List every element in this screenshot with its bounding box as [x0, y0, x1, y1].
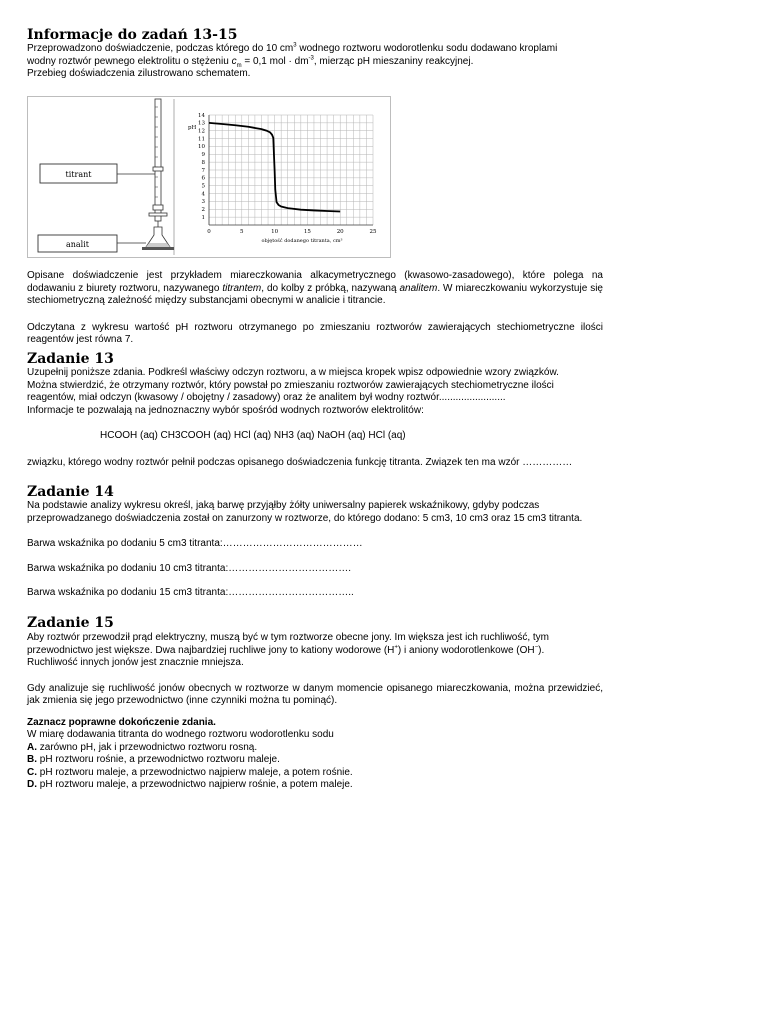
task-13-line-5: związku, którego wodny roztwór pełnił podczas opisanego doświadczenia funkcję titranta. Związek ten ma wzór ……………: [27, 456, 573, 468]
task-14-line-1: Na podstawie analizy wykresu określ, jaką barwę przyjąłby żółty uniwersalny papierek wskaźnikowy, gdyby podczas: [27, 500, 540, 511]
task-13-compounds: HCOOH (aq) CH3COOH (aq) HCl (aq) NH3 (aq) NaOH (aq) HCl (aq): [100, 430, 406, 441]
y-tick-label: 5: [201, 183, 205, 190]
task-15-line-1: Aby roztwór przewodził prąd elektryczny, muszą być w tym roztworze obecne jony. Im większa jest ich ruchliwość, tym: [27, 632, 550, 643]
task-13-heading: Zadanie 13: [27, 351, 114, 367]
task-15-line-3: Ruchliwość innych jonów jest znacznie mniejsza.: [27, 657, 244, 668]
task-15-option-d[interactable]: D. pH roztworu maleje, a przewodnictwo najpierw rośnie, a potem maleje.: [27, 779, 353, 790]
task-14-line-2: przeprowadzanego doświadczenia został on zanurzony w roztworze, do którego dodano: 5 cm3, 10 cm3 oraz 15 cm3 titranta.: [27, 512, 583, 524]
burette-icon: [155, 99, 161, 221]
analit-label: analit: [65, 240, 90, 249]
description-paragraph-1: Opisane doświadczenie jest przykładem miareczkowania alkacymetrycznego (kwasowo-zasadowego), które polega na dodawaniu z biurety roztworu, nazywanego titrantem, do kolby z próbką, nazywaną analitem. W miareczkowaniu wykorzystuje się stechiometryczną zależność między substancjami obecnymi w analicie i titrancie.: [27, 270, 603, 306]
x-tick-label: 20: [336, 229, 344, 235]
apparatus-drawing: [117, 99, 174, 255]
task-15-heading: Zadanie 15: [27, 615, 114, 631]
y-tick-label: 13: [198, 120, 205, 127]
y-tick-label: 9: [201, 152, 205, 159]
task-13-line-2: Można stwierdzić, że otrzymany roztwór, który powstał po zmieszaniu roztworów zawierających stechiometryczne ilości: [27, 379, 554, 391]
intro-heading: Informacje do zadań 13-15: [27, 27, 238, 43]
x-tick-label: 5: [240, 229, 244, 235]
chart-xlabel: objętość dodanego titranta, cm³: [261, 238, 343, 244]
chart-ylabel: pH: [188, 125, 197, 131]
task-13-line-3: reagentów, miał odczyn (kwasowy / obojętny / zasadowy) oraz że analitem był wodny roztwór........................: [27, 392, 506, 403]
task-15-line-2: przewodnictwo jest większe. Dwa najbardziej ruchliwe jony to kationy wodorowe (H+) i aniony wodorotlenkowe (OH−).: [27, 644, 545, 656]
y-tick-label: 7: [201, 167, 205, 174]
intro-paragraph-1: Przeprowadzono doświadczenie, podczas którego do 10 $cm^3$ wodnego roztworu wodorotlenku sodu dodawano kroplami wodny roztwór pewnego elektrolitu o stężeniu $c_m = 0,1$ mol · $dm^{-3}$, mierząc pH mieszaniny reakcyjnej.: [27, 42, 558, 69]
task-13-section: [27, 350, 603, 469]
task-14-answer-3: Barwa wskaźnika po dodaniu 15 cm3 titranta:………………………………..: [27, 587, 354, 598]
intro-paragraph-2: Przebieg doświadczenia zilustrowano schematem.: [27, 68, 251, 79]
y-tick-label: 12: [198, 128, 205, 135]
y-tick-label: 4: [201, 191, 205, 198]
task-14-answer-2: Barwa wskaźnika po dodaniu 10 cm3 titranta:……………………………….: [27, 562, 351, 574]
task-15-instruction: Zaznacz poprawne dokończenie zdania.: [27, 716, 216, 728]
x-tick-label: 10: [271, 229, 279, 235]
titration-figure: [27, 96, 391, 258]
description-paragraph-2: Odczytana z wykresu wartość pH roztworu otrzymanego po zmieszaniu roztworów zawierających stechiometryczne ilości reagentów jest równa 7.: [27, 321, 603, 345]
task-13-line-4: Informacje te pozwalają na jednoznaczny wybór spośród wodnych roztworów elektrolitów:: [27, 404, 424, 416]
intro-section: [27, 26, 603, 81]
y-tick-label: 14: [198, 112, 205, 119]
description-section: [27, 270, 603, 347]
figure-svg: [28, 97, 390, 257]
task-15-option-a[interactable]: A. zarówno pH, jak i przewodnictwo roztworu rosną.: [27, 741, 258, 753]
task-15-section: [27, 614, 603, 792]
y-tick-label: 8: [201, 159, 205, 166]
task-15-option-c[interactable]: C. pH roztworu maleje, a przewodnictwo najpierw maleje, a potem rośnie.: [27, 766, 353, 778]
titrant-label: titrant: [65, 170, 92, 179]
x-tick-label: 25: [369, 229, 377, 235]
y-tick-label: 1: [201, 214, 205, 221]
task-14-heading: Zadanie 14: [27, 484, 114, 500]
task-14-section: [27, 483, 603, 600]
task-15-stem: W miarę dodawania titranta do wodnego roztworu wodorotlenku sodu: [27, 729, 334, 740]
x-tick-label: 15: [303, 229, 311, 235]
task-15-paragraph-2: Gdy analizuje się ruchliwość jonów obecnych w roztworze w danym momencie opisanego miareczkowania, można przewidzieć, jak zmienia się jego przewodnictwo (inne czynniki można tu pominąć).: [27, 682, 603, 706]
task-14-answer-1: Barwa wskaźnika po dodaniu 5 cm3 titranta:……………………………………: [27, 538, 363, 549]
y-tick-label: 6: [201, 175, 205, 182]
task-15-option-b[interactable]: B. pH roztworu rośnie, a przewodnictwo roztworu maleje.: [27, 754, 280, 765]
y-tick-label: 3: [201, 199, 205, 206]
task-13-line-1: Uzupełnij poniższe zdania. Podkreśl właściwy odczyn roztworu, a w miejsca kropek wpisz odpowiednie wzory związków.: [27, 367, 559, 378]
y-tick-label: 2: [201, 207, 205, 214]
y-tick-label: 11: [198, 136, 205, 143]
y-tick-label: 10: [198, 144, 205, 151]
x-tick-label: 0: [207, 229, 211, 235]
